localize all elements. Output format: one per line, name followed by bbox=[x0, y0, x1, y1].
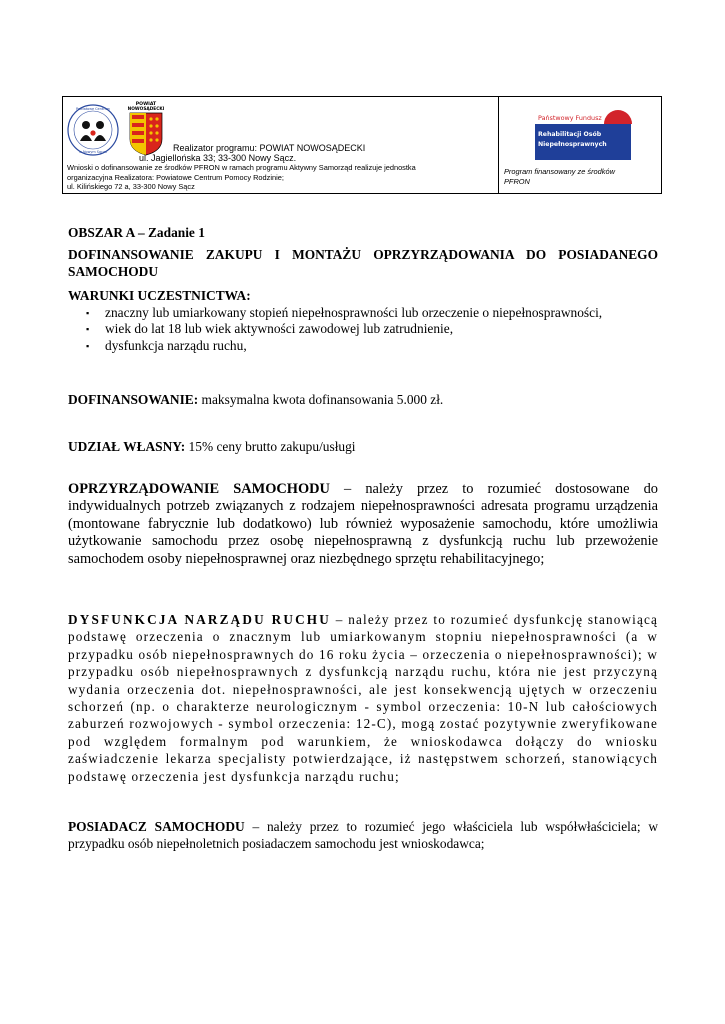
wnioski-line-3: ul. Kilińskiego 72 a, 33-300 Nowy Sącz bbox=[67, 182, 195, 191]
program-fin-line-2: PFRON bbox=[504, 176, 530, 186]
udzial-label: UDZIAŁ WŁASNY: bbox=[68, 439, 186, 454]
program-financing-note bbox=[504, 167, 615, 186]
document-title: DOFINANSOWANIE ZAKUPU I MONTAŻU OPRZYRZĄDOWANIA DO POSIADANEGO SAMOCHODU bbox=[68, 247, 658, 279]
warunki-heading: WARUNKI UCZESTNICTWA: bbox=[68, 288, 251, 303]
realizator-text: Realizator programu: POWIAT NOWOSĄDECKI bbox=[173, 143, 366, 153]
dysfunkcja-paragraph bbox=[68, 611, 658, 785]
dofinansowanie-label: DOFINANSOWANIE: bbox=[68, 392, 199, 407]
dysfunkcja-label: DYSFUNKCJA NARZĄDU RUCHU bbox=[68, 612, 331, 627]
oprzyrzadowanie-label: OPRZYRZĄDOWANIE SAMOCHODU bbox=[68, 481, 330, 497]
pfron-line-1: Państwowy Fundusz bbox=[538, 114, 602, 122]
dysfunkcja-text: – należy przez to rozumieć dysfunkcję stanowiącą podstawę orzeczenia o znacznym lub umiarkowanym stopniu niepełnosprawności (a w przypadku osób niepełnosprawnych do 16 roku życia – orzeczenia o niepełnosprawności); w przypadku osób niepełnosprawnych z dysfunkcją narządu ruchu, która nie jest przyczyną wydania orzeczenia dot. niepełnosprawności, ale jest konsekwencją ujętych w orzeczeniu schorzeń (np. o charakterze neurologicznym - symbol orzeczenia: 10-N lub całościowych zaburzeń rozwojowych - symbol orzeczenia: 12-C), mogą zostać pozytywnie zweryfikowane pod względem formalnym pod warunkiem, że wnioskodawca dołączy do wniosku zaświadczenie lekarza specjalisty potwierdzające, iż następstwem schorzeń, stanowiących podstawę orzeczenia jest dysfunkcja narządu ruchu; bbox=[68, 612, 658, 784]
udzial-paragraph bbox=[68, 439, 658, 456]
coat-of-arms-icon bbox=[126, 99, 166, 157]
header-divider bbox=[498, 97, 499, 193]
svg-text:w Nowym Sączu: w Nowym Sączu bbox=[79, 150, 107, 154]
svg-text:POWIAT: POWIAT bbox=[135, 102, 157, 107]
svg-text:Powiatowe Centrum: Powiatowe Centrum bbox=[76, 107, 110, 111]
pfron-logo-icon bbox=[534, 106, 632, 160]
realizator-address: ul. Jagiellońska 33; 33-300 Nowy Sącz. bbox=[139, 153, 297, 163]
bullet-icon: ▪ bbox=[86, 307, 90, 318]
posiadacz-text: – należy przez to rozumieć jego właściciela lub współwłaściciela; w przypadku osób niepełnoletnich posiadaczem samochodu jest wnioskodawca; bbox=[68, 819, 658, 851]
udzial-text: 15% ceny brutto zakupu/usługi bbox=[185, 439, 356, 454]
warunki-list bbox=[68, 305, 658, 355]
dofinansowanie-paragraph bbox=[68, 392, 658, 409]
list-item: ▪ znaczny lub umiarkowany stopień niepełnosprawności lub orzeczenie o niepełnosprawności, bbox=[86, 304, 603, 320]
oprzyrzadowanie-text: – należy przez to rozumieć dostosowane do indywidualnych potrzeb związanych z rodzajem niepełnosprawności adresata programu urządzenia (montowane fabrycznie lub dodatkowo) lub również wyposażenie samochodu, które umożliwia użytkowanie samochodu przez osobę niepełnosprawną z dysfunkcją ruchu lub przewożenie samochodem osoby niepełnosprawnej oraz niezbędnego sprzętu rehabilitacyjnego; bbox=[68, 481, 658, 567]
posiadacz-label: POSIADACZ SAMOCHODU bbox=[68, 819, 245, 834]
wnioski-line-1: Wnioski o dofinansowanie ze środków PFRON w ramach programu Aktywny Samorząd realizuje jednostka bbox=[67, 163, 416, 172]
document-header bbox=[62, 96, 662, 194]
pcpr-logo-icon bbox=[66, 103, 120, 157]
wnioski-line-2: organizacyjna Realizatora: Powiatowe Centrum Pomocy Rodzinie; bbox=[67, 172, 284, 182]
dofinansowanie-text: maksymalna kwota dofinansowania 5.000 zł. bbox=[198, 392, 444, 407]
warunki-section bbox=[68, 288, 658, 354]
svg-text:NOWOSĄDECKI: NOWOSĄDECKI bbox=[127, 107, 165, 112]
list-item: ▪ dysfunkcja narządu ruchu, bbox=[86, 337, 247, 353]
pfron-line-2: Rehabilitacji Osób bbox=[538, 131, 602, 138]
pfron-line-3: Niepełnosprawnych bbox=[538, 141, 607, 148]
posiadacz-paragraph bbox=[68, 818, 658, 852]
program-fin-line-1: Program finansowany ze środków bbox=[504, 167, 615, 176]
wnioski-info bbox=[67, 163, 416, 192]
bullet-icon: ▪ bbox=[86, 324, 90, 335]
list-item: ▪ wiek do lat 18 lub wiek aktywności zawodowej lub zatrudnienie, bbox=[86, 321, 454, 337]
oprzyrzadowanie-paragraph bbox=[68, 481, 658, 568]
bullet-icon: ▪ bbox=[86, 340, 90, 351]
obszar-heading: OBSZAR A – Zadanie 1 bbox=[68, 225, 205, 240]
